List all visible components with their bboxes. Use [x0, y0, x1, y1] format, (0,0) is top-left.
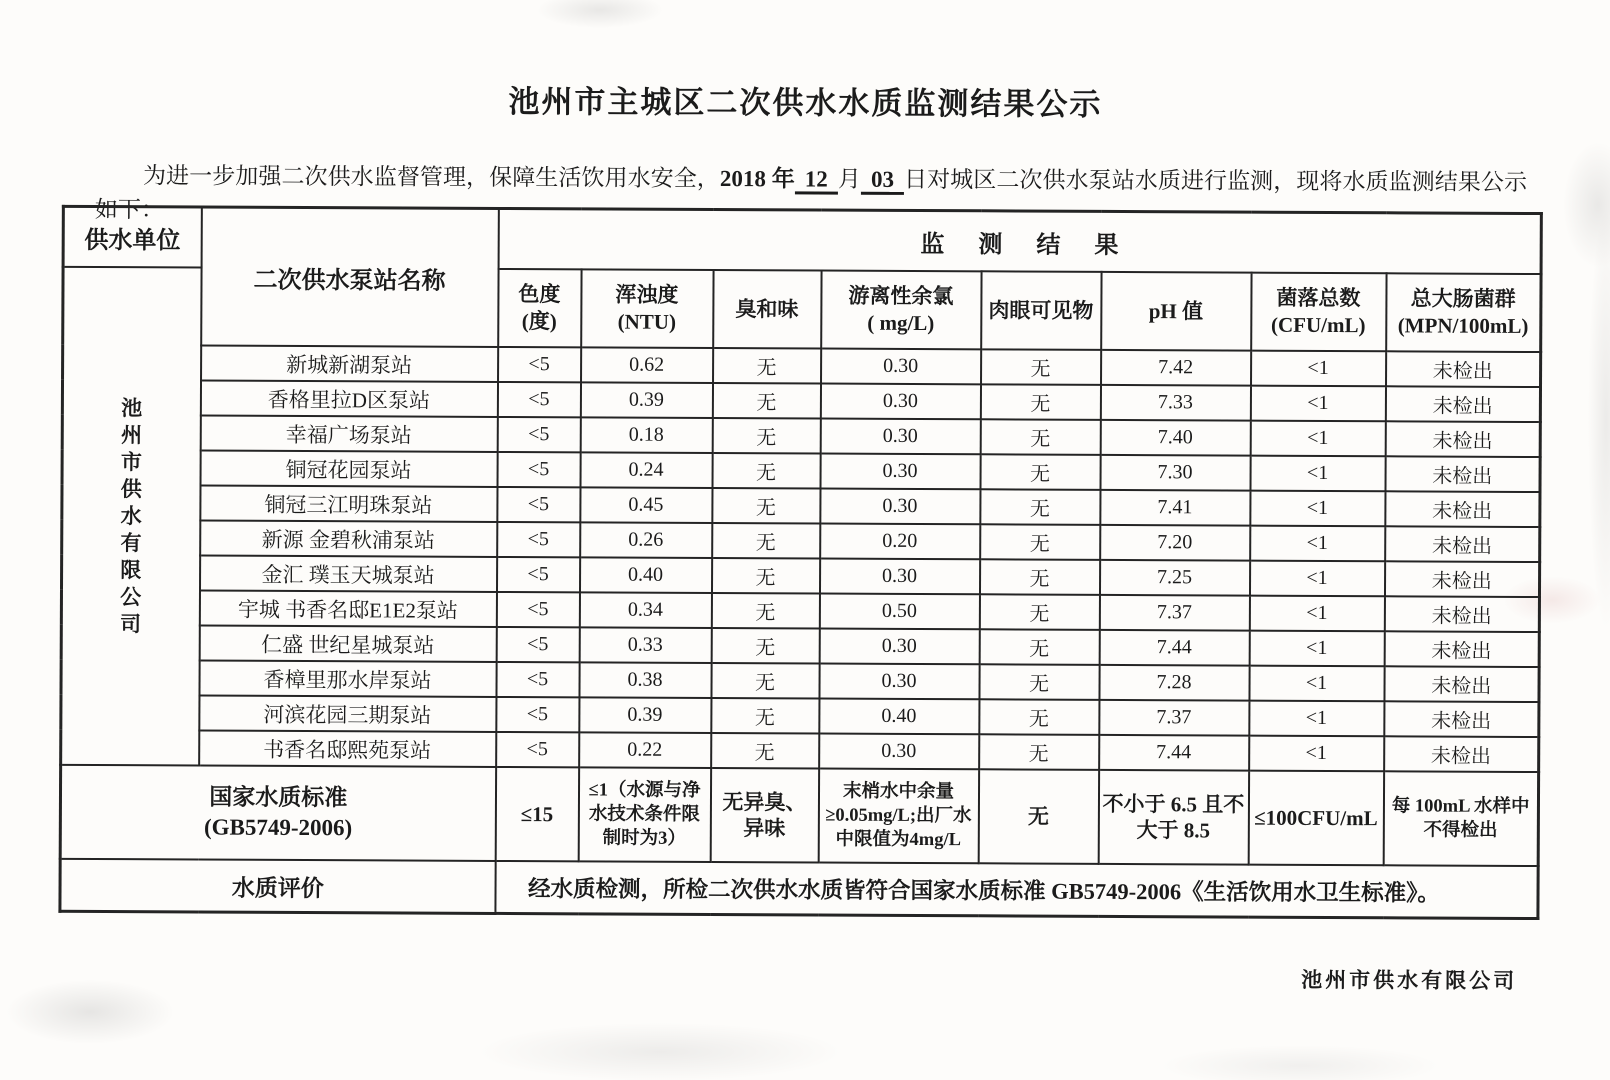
- odor-value: 无: [712, 418, 820, 454]
- colony-value: <1: [1251, 351, 1386, 387]
- turbidity-value: 0.40: [579, 557, 711, 593]
- chroma-value: <5: [497, 382, 580, 417]
- chroma-value: <5: [496, 557, 579, 592]
- ph-value: 7.37: [1099, 700, 1249, 736]
- visible-value: 无: [980, 454, 1100, 490]
- ph-value: 7.37: [1099, 595, 1249, 631]
- header-chlorine: 游离性余氯 ( mg/L): [821, 271, 981, 350]
- colony-value: <1: [1250, 456, 1385, 492]
- intro-day-underlined: 03: [861, 167, 904, 195]
- visible-value: 无: [980, 524, 1100, 560]
- coliform-value: 未检出: [1385, 456, 1540, 492]
- ph-value: 7.40: [1100, 420, 1250, 456]
- standard-coliform: 每 100mL 水样中不得检出: [1383, 771, 1538, 866]
- standard-turbidity: ≤1（水源与净水技术条件限制时为3）: [578, 767, 710, 862]
- coliform-value: 未检出: [1384, 631, 1539, 667]
- header-odor: 臭和味: [713, 270, 821, 349]
- visible-value: 无: [980, 419, 1100, 455]
- chlorine-value: 0.30: [819, 559, 979, 595]
- visible-value: 无: [979, 734, 1099, 770]
- odor-value: 无: [711, 593, 819, 629]
- chroma-value: <5: [496, 697, 579, 732]
- header-ph: pH 值: [1101, 272, 1251, 351]
- colony-value: <1: [1250, 491, 1385, 527]
- header-station-name: 二次供水泵站名称: [201, 207, 499, 347]
- station-name: 仁盛 世纪星城泵站: [199, 625, 496, 661]
- chlorine-value: 0.30: [819, 629, 979, 665]
- ph-value: 7.44: [1099, 735, 1249, 771]
- evaluation-label: 水质评价: [60, 859, 495, 914]
- coliform-value: 未检出: [1384, 736, 1539, 772]
- station-name: 新城新湖泵站: [201, 345, 498, 381]
- standard-chlorine: 末梢水中余量≥0.05mg/L;出厂水中限值为4mg/L: [818, 769, 978, 864]
- chroma-value: <5: [496, 627, 579, 662]
- chroma-value: <5: [497, 487, 580, 522]
- odor-value: 无: [712, 488, 820, 524]
- supplier-name-vertical: 池 州 市 供 水 有 限 公 司: [61, 267, 201, 766]
- turbidity-value: 0.62: [581, 347, 713, 383]
- chroma-value: <5: [498, 347, 581, 382]
- coliform-value: 未检出: [1384, 701, 1539, 737]
- intro-text-tail: 日对城区二次供水泵站水质进行监测，现将水质监测结果公示如下：: [94, 166, 1528, 223]
- visible-value: 无: [979, 559, 1099, 595]
- chlorine-value: 0.50: [819, 594, 979, 630]
- header-colony: 菌落总数 (CFU/mL): [1251, 273, 1386, 352]
- colony-value: <1: [1249, 631, 1384, 667]
- header-row-1: [63, 206, 1541, 274]
- standard-odor: 无异臭、异味: [710, 768, 818, 863]
- odor-value: 无: [712, 523, 820, 559]
- turbidity-value: 0.34: [579, 592, 711, 628]
- visible-value: 无: [980, 384, 1100, 420]
- station-name: 香樟里那水岸泵站: [199, 660, 496, 696]
- turbidity-value: 0.18: [580, 417, 712, 453]
- odor-value: 无: [712, 453, 820, 489]
- turbidity-value: 0.38: [579, 662, 711, 698]
- chroma-value: <5: [496, 662, 579, 697]
- station-name: 新源 金碧秋浦泵站: [200, 520, 497, 556]
- chlorine-value: 0.30: [820, 454, 980, 490]
- chroma-value: <5: [497, 417, 580, 452]
- turbidity-value: 0.33: [579, 627, 711, 663]
- standard-chroma: ≤15: [495, 767, 578, 861]
- visible-value: 无: [979, 699, 1099, 735]
- visible-value: 无: [979, 594, 1099, 630]
- ph-value: 7.42: [1101, 350, 1251, 386]
- chroma-value: <5: [497, 452, 580, 487]
- coliform-value: 未检出: [1384, 596, 1539, 632]
- header-chroma: 色度 (度): [498, 269, 581, 347]
- standard-visible: 无: [978, 769, 1098, 864]
- header-supplier: 供水单位: [63, 206, 201, 267]
- station-name: 香格里拉D区泵站: [200, 380, 497, 416]
- colony-value: <1: [1250, 526, 1385, 562]
- turbidity-value: 0.39: [580, 382, 712, 418]
- odor-value: 无: [711, 558, 819, 594]
- evaluation-row: [60, 859, 1538, 919]
- chlorine-value: 0.30: [821, 349, 981, 385]
- colony-value: <1: [1249, 736, 1384, 772]
- station-name: 书香名邸熙苑泵站: [199, 730, 496, 766]
- chlorine-value: 0.30: [820, 489, 980, 525]
- turbidity-value: 0.26: [580, 522, 712, 558]
- chlorine-value: 0.30: [819, 664, 979, 700]
- header-visible: 肉眼可见物: [981, 271, 1101, 350]
- evaluation-text: 经水质检测，所检二次供水水质皆符合国家水质标准 GB5749-2006《生活饮用水卫生标准》。: [495, 861, 1538, 919]
- chlorine-value: 0.30: [819, 734, 979, 770]
- ph-value: 7.44: [1099, 630, 1249, 666]
- ph-value: 7.41: [1100, 490, 1250, 526]
- coliform-value: 未检出: [1384, 666, 1539, 702]
- colony-value: <1: [1250, 421, 1385, 457]
- ph-value: 7.25: [1099, 560, 1249, 596]
- header-turbidity: 浑浊度 (NTU): [581, 269, 713, 348]
- chroma-value: <5: [496, 732, 579, 767]
- odor-value: 无: [712, 383, 820, 419]
- colony-value: <1: [1250, 386, 1385, 422]
- standard-row: [60, 765, 1538, 866]
- station-name: 河滨花园三期泵站: [199, 695, 496, 731]
- odor-value: 无: [711, 663, 819, 699]
- standard-colony: ≤100CFU/mL: [1248, 771, 1383, 866]
- chlorine-value: 0.20: [820, 524, 980, 560]
- turbidity-value: 0.45: [580, 487, 712, 523]
- company-signature: 池州市供水有限公司: [1301, 967, 1518, 993]
- coliform-value: 未检出: [1385, 491, 1540, 527]
- ph-value: 7.28: [1099, 665, 1249, 701]
- station-name: 金汇 璞玉天城泵站: [199, 555, 496, 591]
- turbidity-value: 0.24: [580, 452, 712, 488]
- coliform-value: 未检出: [1385, 386, 1540, 422]
- chlorine-value: 0.40: [819, 699, 979, 735]
- chroma-value: <5: [497, 522, 580, 557]
- page-title: 池州市主城区二次供水水质监测结果公示: [508, 83, 1103, 122]
- colony-value: <1: [1249, 701, 1384, 737]
- ph-value: 7.20: [1100, 525, 1250, 561]
- coliform-value: 未检出: [1385, 526, 1540, 562]
- visible-value: 无: [981, 349, 1101, 385]
- intro-text-lead: 为进一步加强二次供水监督管理，保障生活饮用水安全，: [142, 163, 720, 192]
- station-name: 幸福广场泵站: [200, 415, 497, 451]
- station-name: 铜冠花园泵站: [200, 450, 497, 486]
- station-name: 铜冠三江明珠泵站: [200, 485, 497, 521]
- turbidity-value: 0.39: [579, 697, 711, 733]
- header-results-group: 监测结果: [498, 208, 1541, 274]
- turbidity-value: 0.22: [579, 732, 711, 768]
- odor-value: 无: [711, 733, 819, 769]
- intro-month-underlined: 12: [795, 166, 838, 194]
- header-coliform: 总大肠菌群 (MPN/100mL): [1386, 273, 1541, 352]
- chlorine-value: 0.30: [820, 384, 980, 420]
- chlorine-value: 0.30: [820, 419, 980, 455]
- ph-value: 7.33: [1100, 385, 1250, 421]
- visible-value: 无: [980, 489, 1100, 525]
- coliform-value: 未检出: [1384, 561, 1539, 597]
- standard-ph: 不小于 6.5 且不大于 8.5: [1098, 770, 1248, 865]
- chroma-value: <5: [496, 592, 579, 627]
- ph-value: 7.30: [1100, 455, 1250, 491]
- odor-value: 无: [713, 348, 821, 384]
- coliform-value: 未检出: [1386, 351, 1541, 387]
- colony-value: <1: [1249, 666, 1384, 702]
- water-quality-table: [58, 205, 1542, 920]
- colony-value: <1: [1249, 561, 1384, 597]
- standard-label: 国家水质标准 (GB5749-2006): [60, 765, 495, 861]
- intro-month-char: 月: [837, 166, 862, 192]
- colony-value: <1: [1249, 596, 1384, 632]
- visible-value: 无: [979, 629, 1099, 665]
- odor-value: 无: [711, 628, 819, 664]
- odor-value: 无: [711, 698, 819, 734]
- coliform-value: 未检出: [1385, 421, 1540, 457]
- intro-year: 2018 年: [719, 166, 795, 192]
- station-name: 宇城 书香名邸E1E2泵站: [199, 590, 496, 626]
- visible-value: 无: [979, 664, 1099, 700]
